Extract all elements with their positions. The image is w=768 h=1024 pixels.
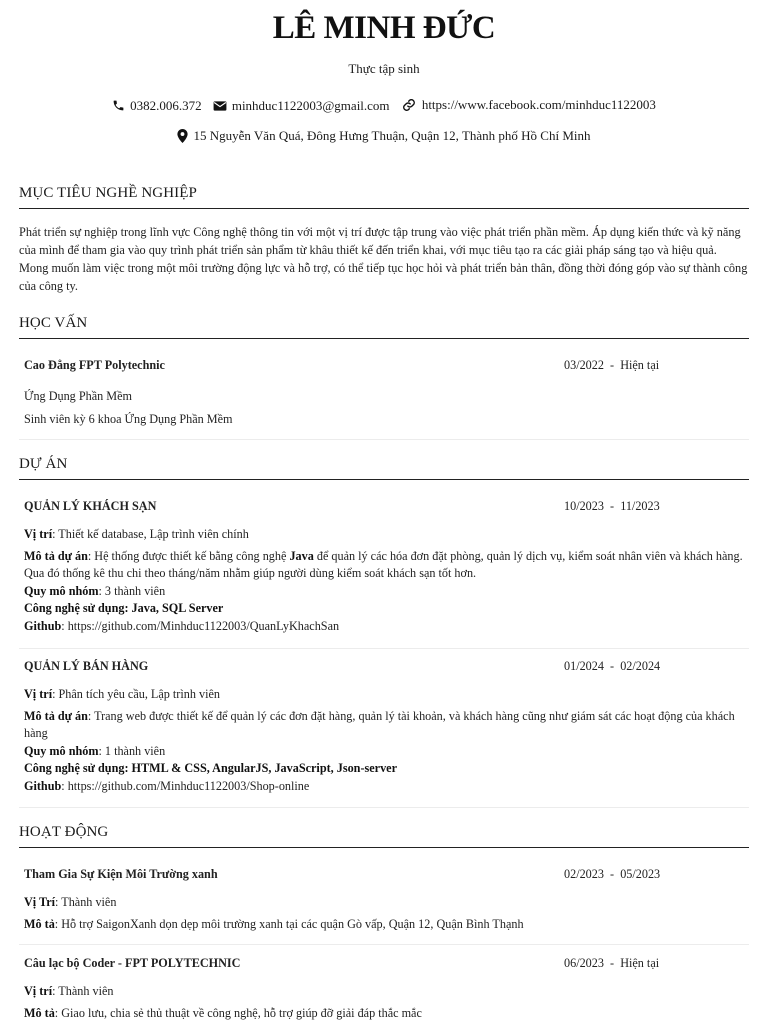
activity-name: Câu lạc bộ Coder - FPT POLYTECHNIC xyxy=(24,956,241,970)
divider xyxy=(19,648,749,649)
activity-role: Vị trí: Thành viên xyxy=(24,984,114,998)
project-role: Vị trí: Thiết kế database, Lập trình viên chính xyxy=(24,527,249,541)
education-date: 03/2022 - Hiện tại xyxy=(564,358,660,372)
activity-description: Mô tả: Hỗ trợ SaigonXanh dọn dẹp môi trường xanh tại các quận Gò vấp, Quận 12, Quận Bình Thạnh xyxy=(24,916,524,931)
website-item xyxy=(401,97,656,113)
project-entry xyxy=(24,659,744,795)
contact-row xyxy=(0,97,768,116)
candidate-role: Thực tập sinh xyxy=(348,61,420,76)
activity-date: 06/2023 - Hiện tại xyxy=(564,956,660,970)
phone-item xyxy=(112,98,202,114)
project-team: Quy mô nhóm: 1 thành viên xyxy=(24,743,166,758)
website-text: https://www.facebook.com/minhduc1122003 xyxy=(421,97,656,112)
project-date: 01/2024 - 02/2024 xyxy=(564,659,661,673)
email-text: minhduc1122003@gmail.com xyxy=(231,98,390,113)
map-pin-icon xyxy=(177,129,188,143)
address-item xyxy=(177,128,590,144)
activity-description: Mô tả: Giao lưu, chia sẻ thủ thuật về công nghệ, hỗ trợ giúp đỡ giải đáp thắc mắc xyxy=(24,1005,422,1020)
project-description: Mô tả dự án: Hệ thống được thiết kế bằng công nghệ Java để quản lý các hóa đơn đặt phòng, quản lý dịch vụ, kiểm soát nhân viên và khách hàng. Qua đó thống kê thu chi theo tháng/năm nhằm giúp người dùng kiểm soát khách sạn tốt hơn. xyxy=(24,548,743,580)
divider xyxy=(19,944,749,945)
section-title-activities: HOẠT ĐỘNG xyxy=(19,824,749,848)
education-entry xyxy=(24,358,744,428)
project-description: Mô tả dự án: Trang web được thiết kế để quản lý các đơn đặt hàng, quản lý tài khoản, và khách hàng cũng như giám sát các hoạt động của khách hàng xyxy=(24,708,735,740)
activity-entry xyxy=(24,867,744,933)
project-role: Vị trí: Phân tích yêu cầu, Lập trình viên xyxy=(24,687,220,701)
section-title-education: HỌC VẤN xyxy=(19,315,749,339)
envelope-icon xyxy=(213,100,227,112)
project-date: 10/2023 - 11/2023 xyxy=(564,499,660,513)
activity-role: Vị Trí: Thành viên xyxy=(24,895,117,909)
project-name: QUẢN LÝ KHÁCH SẠN xyxy=(24,499,157,513)
project-github[interactable]: Github: https://github.com/Minhduc1122003/QuanLyKhachSan xyxy=(24,618,340,633)
link-icon xyxy=(401,98,417,112)
section-title-objective: MỤC TIÊU NGHỀ NGHIỆP xyxy=(19,185,749,209)
project-tech: Công nghệ sử dụng: Java, SQL Server xyxy=(24,601,224,615)
education-major: Ứng Dụng Phần Mềm xyxy=(24,389,132,403)
education-school: Cao Đẳng FPT Polytechnic xyxy=(24,358,165,372)
project-name: QUẢN LÝ BÁN HÀNG xyxy=(24,659,149,673)
education-detail: Sinh viên kỳ 6 khoa Ứng Dụng Phần Mềm xyxy=(24,411,233,426)
project-tech: Công nghệ sử dụng: HTML & CSS, AngularJS, JavaScript, Json-server xyxy=(24,761,397,775)
divider xyxy=(19,439,749,440)
activity-entry xyxy=(24,956,744,1022)
address-row xyxy=(0,128,768,147)
address-text: 15 Nguyễn Văn Quá, Đông Hưng Thuận, Quận 12, Thành phố Hồ Chí Minh xyxy=(193,128,591,143)
candidate-name: LÊ MINH ĐỨC xyxy=(272,10,496,46)
phone-text: 0382.006.372 xyxy=(130,97,202,113)
project-github[interactable]: Github: https://github.com/Minhduc1122003/Shop-online xyxy=(24,778,310,793)
phone-icon xyxy=(112,99,125,112)
divider xyxy=(19,807,749,808)
project-entry xyxy=(24,499,744,635)
section-title-projects: DỰ ÁN xyxy=(19,456,749,480)
activity-name: Tham Gia Sự Kiện Môi Trường xanh xyxy=(24,867,218,881)
email-item xyxy=(213,98,390,114)
activity-date: 02/2023 - 05/2023 xyxy=(564,867,661,881)
project-team: Quy mô nhóm: 3 thành viên xyxy=(24,583,166,598)
objective-text: Phát triển sự nghiệp trong lĩnh vực Công nghệ thông tin với một vị trí được tập trung vào việc phát triển phần mềm. Áp dụng kiến thức và kỹ năng của mình để tham gia vào quy trình phát triển sản phẩm từ khâu thiết kế đến triển khai, với mục tiêu tạo ra các giải pháp sáng tạo và hiệu quả. Mong muốn làm việc trong một môi trường động lực và hỗ trợ, có thể tiếp tục học hỏi và phát triển bản thân, đồng thời đóng góp vào sự thành công của công ty. xyxy=(19,225,748,293)
